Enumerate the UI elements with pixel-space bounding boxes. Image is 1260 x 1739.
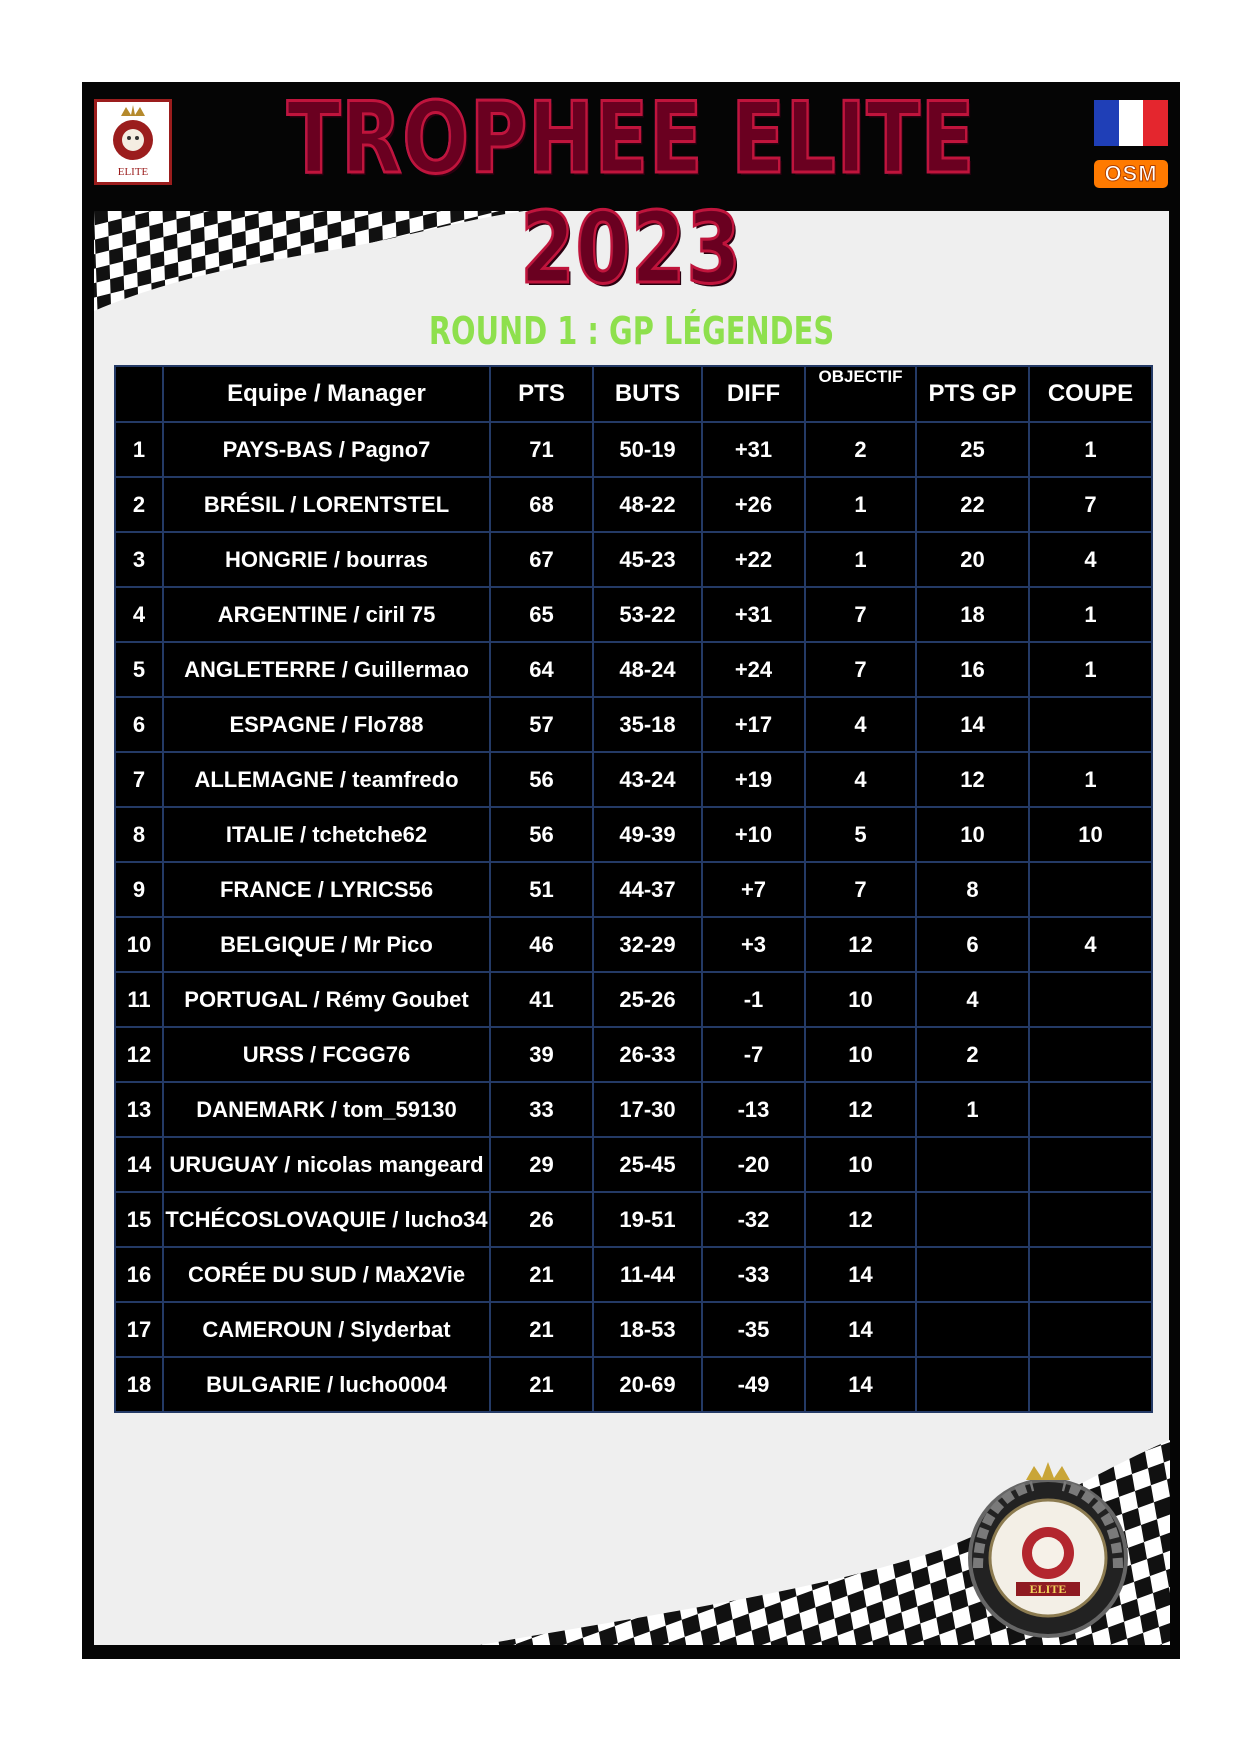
team-cell: ARGENTINE / ciril 75	[163, 587, 490, 642]
table-row	[115, 917, 1152, 972]
table-row	[115, 1082, 1152, 1137]
buts-cell: 50-19	[593, 422, 702, 477]
coupe-cell: 1	[1029, 422, 1152, 477]
laurel-emblem-icon	[948, 1458, 1148, 1640]
rank-cell: 1	[115, 422, 163, 477]
table-row	[115, 587, 1152, 642]
buts-cell: 18-53	[593, 1302, 702, 1357]
pts-gp-cell: 2	[916, 1027, 1029, 1082]
pts-cell: 65	[490, 587, 593, 642]
checkered-flag-icon	[94, 211, 524, 311]
team-cell: PAYS-BAS / Pagno7	[163, 422, 490, 477]
objectif-cell: 10	[805, 972, 916, 1027]
rank-cell: 16	[115, 1247, 163, 1302]
table-row	[115, 1247, 1152, 1302]
header-coupe: COUPE	[1029, 366, 1152, 422]
objectif-cell: 1	[805, 532, 916, 587]
rank-cell: 6	[115, 697, 163, 752]
team-cell: PORTUGAL / Rémy Goubet	[163, 972, 490, 1027]
diff-cell: +10	[702, 807, 805, 862]
diff-cell: +26	[702, 477, 805, 532]
elite-logo	[94, 99, 172, 185]
pts-gp-cell: 4	[916, 972, 1029, 1027]
pts-cell: 39	[490, 1027, 593, 1082]
pts-gp-cell: 8	[916, 862, 1029, 917]
table-row	[115, 752, 1152, 807]
header-team: Equipe / Manager	[163, 366, 490, 422]
header-pts: PTS	[490, 366, 593, 422]
diff-cell: -20	[702, 1137, 805, 1192]
team-cell: ALLEMAGNE / teamfredo	[163, 752, 490, 807]
diff-cell: -35	[702, 1302, 805, 1357]
pts-cell: 21	[490, 1357, 593, 1412]
pts-cell: 56	[490, 807, 593, 862]
team-cell: FRANCE / LYRICS56	[163, 862, 490, 917]
coupe-cell	[1029, 972, 1152, 1027]
pts-gp-cell	[916, 1192, 1029, 1247]
table-row	[115, 972, 1152, 1027]
coupe-cell	[1029, 862, 1152, 917]
pts-gp-cell: 20	[916, 532, 1029, 587]
objectif-cell: 10	[805, 1137, 916, 1192]
rank-cell: 7	[115, 752, 163, 807]
table-row	[115, 477, 1152, 532]
team-cell: BRÉSIL / LORENTSTEL	[163, 477, 490, 532]
rank-cell: 4	[115, 587, 163, 642]
buts-cell: 19-51	[593, 1192, 702, 1247]
diff-cell: -7	[702, 1027, 805, 1082]
pts-gp-cell: 1	[916, 1082, 1029, 1137]
pts-gp-cell: 6	[916, 917, 1029, 972]
diff-cell: -33	[702, 1247, 805, 1302]
pts-gp-cell: 25	[916, 422, 1029, 477]
objectif-cell: 7	[805, 862, 916, 917]
coupe-cell	[1029, 1357, 1152, 1412]
team-cell: DANEMARK / tom_59130	[163, 1082, 490, 1137]
buts-cell: 35-18	[593, 697, 702, 752]
coupe-cell	[1029, 1082, 1152, 1137]
pts-cell: 29	[490, 1137, 593, 1192]
pts-gp-cell: 10	[916, 807, 1029, 862]
buts-cell: 26-33	[593, 1027, 702, 1082]
table-row	[115, 532, 1152, 587]
table-row	[115, 1302, 1152, 1357]
pts-gp-cell: 14	[916, 697, 1029, 752]
objectif-cell: 7	[805, 587, 916, 642]
buts-cell: 17-30	[593, 1082, 702, 1137]
objectif-cell: 14	[805, 1357, 916, 1412]
coupe-cell: 7	[1029, 477, 1152, 532]
header-rank	[115, 366, 163, 422]
logo-text: ELITE	[117, 166, 149, 178]
pts-cell: 64	[490, 642, 593, 697]
team-cell: CAMEROUN / Slyderbat	[163, 1302, 490, 1357]
standings-table	[114, 365, 1153, 1413]
team-cell: URSS / FCGG76	[163, 1027, 490, 1082]
coupe-cell: 1	[1029, 587, 1152, 642]
pts-gp-cell	[916, 1137, 1029, 1192]
rank-cell: 10	[115, 917, 163, 972]
table-row	[115, 642, 1152, 697]
rank-cell: 3	[115, 532, 163, 587]
pts-gp-cell	[916, 1357, 1029, 1412]
coupe-cell: 4	[1029, 532, 1152, 587]
diff-cell: -32	[702, 1192, 805, 1247]
lion-crown-icon	[97, 102, 169, 182]
objectif-cell: 5	[805, 807, 916, 862]
coupe-cell	[1029, 1137, 1152, 1192]
buts-cell: 43-24	[593, 752, 702, 807]
rank-cell: 11	[115, 972, 163, 1027]
pts-cell: 68	[490, 477, 593, 532]
team-cell: BELGIQUE / Mr Pico	[163, 917, 490, 972]
team-cell: URUGUAY / nicolas mangeard	[163, 1137, 490, 1192]
pts-gp-cell	[916, 1302, 1029, 1357]
coupe-cell	[1029, 1247, 1152, 1302]
diff-cell: +22	[702, 532, 805, 587]
pts-gp-cell: 12	[916, 752, 1029, 807]
team-cell: TCHÉCOSLOVAQUIE / lucho34	[163, 1192, 490, 1247]
header-buts: BUTS	[593, 366, 702, 422]
objectif-cell: 10	[805, 1027, 916, 1082]
table-row	[115, 1137, 1152, 1192]
pts-cell: 56	[490, 752, 593, 807]
table-row	[115, 1027, 1152, 1082]
pts-cell: 57	[490, 697, 593, 752]
coupe-cell	[1029, 697, 1152, 752]
team-cell: ITALIE / tchetche62	[163, 807, 490, 862]
pts-cell: 41	[490, 972, 593, 1027]
table-row	[115, 1192, 1152, 1247]
buts-cell: 20-69	[593, 1357, 702, 1412]
rank-cell: 15	[115, 1192, 163, 1247]
team-cell: ESPAGNE / Flo788	[163, 697, 490, 752]
diff-cell: +19	[702, 752, 805, 807]
pts-cell: 67	[490, 532, 593, 587]
coupe-cell	[1029, 1192, 1152, 1247]
pts-cell: 21	[490, 1247, 593, 1302]
objectif-cell: 4	[805, 752, 916, 807]
pts-gp-cell: 18	[916, 587, 1029, 642]
rank-cell: 17	[115, 1302, 163, 1357]
page-title: TROPHEE ELITE 2023	[275, 84, 987, 194]
pts-gp-cell: 16	[916, 642, 1029, 697]
coupe-cell: 1	[1029, 752, 1152, 807]
osm-badge: OSM	[1094, 160, 1168, 188]
coupe-cell: 1	[1029, 642, 1152, 697]
diff-cell: -13	[702, 1082, 805, 1137]
coupe-cell: 4	[1029, 917, 1152, 972]
buts-cell: 48-24	[593, 642, 702, 697]
rank-cell: 5	[115, 642, 163, 697]
table-row	[115, 422, 1152, 477]
objectif-cell: 12	[805, 1192, 916, 1247]
objectif-cell: 7	[805, 642, 916, 697]
diff-cell: +24	[702, 642, 805, 697]
rank-cell: 13	[115, 1082, 163, 1137]
buts-cell: 45-23	[593, 532, 702, 587]
buts-cell: 49-39	[593, 807, 702, 862]
rank-cell: 12	[115, 1027, 163, 1082]
diff-cell: +31	[702, 587, 805, 642]
header-pts-gp: PTS GP	[916, 366, 1029, 422]
objectif-cell: 12	[805, 917, 916, 972]
table-row	[115, 1357, 1152, 1412]
coupe-cell: 10	[1029, 807, 1152, 862]
objectif-cell: 2	[805, 422, 916, 477]
pts-cell: 46	[490, 917, 593, 972]
diff-cell: -1	[702, 972, 805, 1027]
coupe-cell	[1029, 1302, 1152, 1357]
buts-cell: 48-22	[593, 477, 702, 532]
pts-cell: 71	[490, 422, 593, 477]
round-title: ROUND 1 : GP LÉGENDES	[428, 309, 835, 353]
rank-cell: 2	[115, 477, 163, 532]
buts-cell: 11-44	[593, 1247, 702, 1302]
pts-gp-cell: 22	[916, 477, 1029, 532]
buts-cell: 44-37	[593, 862, 702, 917]
rank-cell: 8	[115, 807, 163, 862]
team-cell: ANGLETERRE / Guillermao	[163, 642, 490, 697]
objectif-cell: 14	[805, 1302, 916, 1357]
objectif-cell: 4	[805, 697, 916, 752]
pts-cell: 33	[490, 1082, 593, 1137]
diff-cell: +31	[702, 422, 805, 477]
diff-cell: +17	[702, 697, 805, 752]
diff-cell: +3	[702, 917, 805, 972]
team-cell: HONGRIE / bourras	[163, 532, 490, 587]
pts-cell: 26	[490, 1192, 593, 1247]
diff-cell: -49	[702, 1357, 805, 1412]
objectif-cell: 1	[805, 477, 916, 532]
header-objectif: OBJECTIF	[805, 366, 916, 422]
rank-cell: 18	[115, 1357, 163, 1412]
buts-cell: 25-45	[593, 1137, 702, 1192]
objectif-cell: 12	[805, 1082, 916, 1137]
pts-cell: 21	[490, 1302, 593, 1357]
rank-cell: 9	[115, 862, 163, 917]
header-diff: DIFF	[702, 366, 805, 422]
buts-cell: 53-22	[593, 587, 702, 642]
table-row	[115, 862, 1152, 917]
france-flag-icon	[1094, 100, 1168, 146]
team-cell: BULGARIE / lucho0004	[163, 1357, 490, 1412]
coupe-cell	[1029, 1027, 1152, 1082]
team-cell: CORÉE DU SUD / MaX2Vie	[163, 1247, 490, 1302]
buts-cell: 25-26	[593, 972, 702, 1027]
table-row	[115, 697, 1152, 752]
table-row	[115, 807, 1152, 862]
diff-cell: +7	[702, 862, 805, 917]
table-header-row	[115, 366, 1152, 422]
pts-cell: 51	[490, 862, 593, 917]
objectif-cell: 14	[805, 1247, 916, 1302]
emblem-text: ELITE	[1029, 1582, 1067, 1596]
rank-cell: 14	[115, 1137, 163, 1192]
pts-gp-cell	[916, 1247, 1029, 1302]
buts-cell: 32-29	[593, 917, 702, 972]
